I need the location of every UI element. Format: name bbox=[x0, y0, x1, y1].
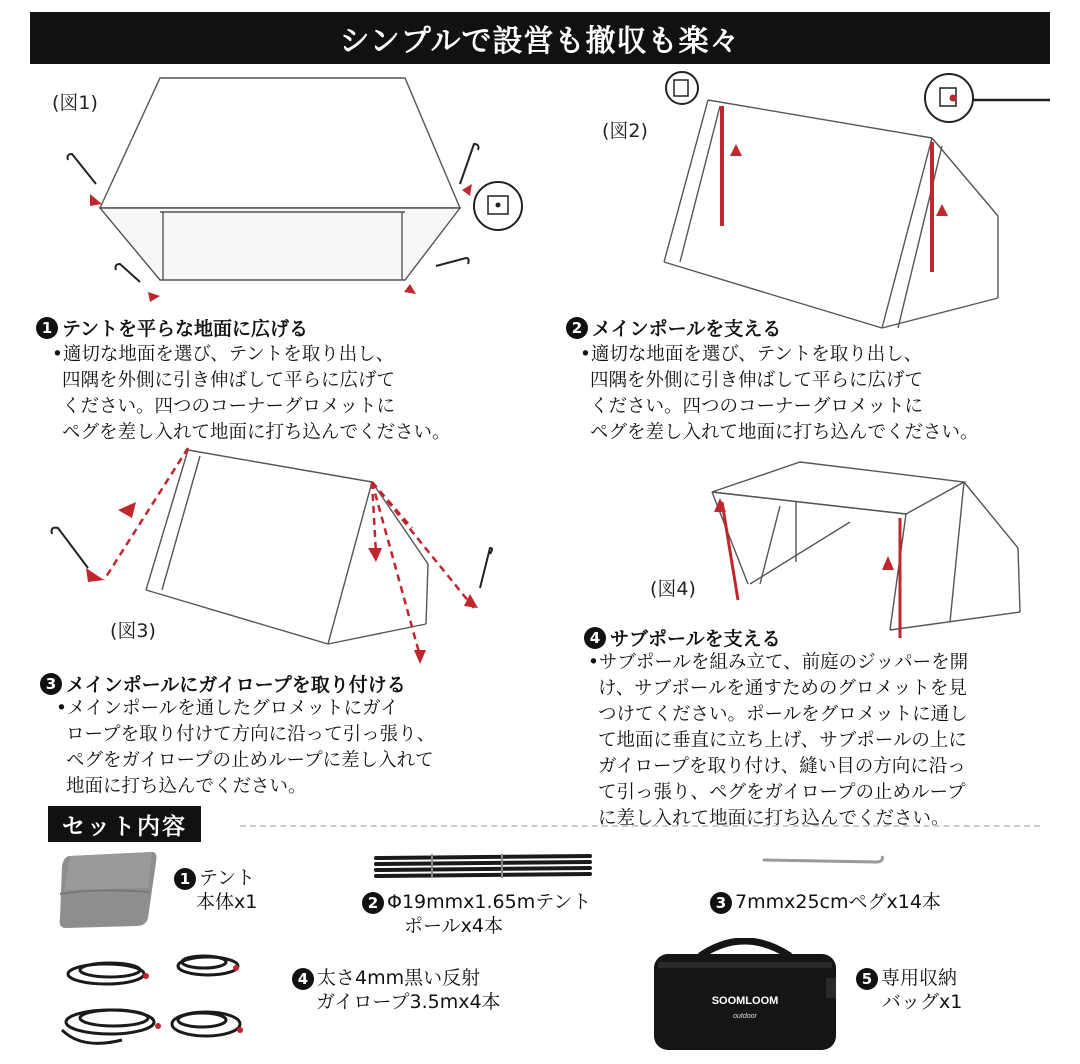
step-2-line: ペグを差し入れて地面に打ち込んでください。 bbox=[590, 422, 979, 443]
step-4-number: 4 bbox=[584, 627, 606, 649]
step-2-line: •適切な地面を選び、テントを取り出し、 bbox=[580, 344, 923, 365]
step-2-line: ください。四つのコーナーグロメットに bbox=[590, 396, 924, 417]
step-1-title-text: テントを平らな地面に広げる bbox=[62, 318, 309, 340]
set-item-2-line2: ポールx4本 bbox=[404, 915, 503, 937]
set-item-2-number: 2 bbox=[362, 892, 384, 914]
step-3-line: 地面に打ち込んでください。 bbox=[66, 776, 307, 797]
section-divider bbox=[240, 825, 1040, 827]
step-3-title bbox=[40, 670, 406, 697]
figure-2-main-pole-illustration bbox=[650, 66, 1055, 341]
step-3-line: ロープを取り付けて方向に沿って引っ張り、 bbox=[66, 724, 436, 745]
step-3-line: ペグをガイロープの止めループに差し入れて bbox=[66, 750, 434, 771]
set-item-4 bbox=[292, 966, 501, 1014]
step-4-title bbox=[584, 624, 781, 651]
tent-body-folded-image bbox=[56, 848, 160, 932]
step-1-body bbox=[52, 342, 451, 446]
step-2-number: 2 bbox=[566, 317, 588, 339]
step-4-body bbox=[588, 650, 968, 832]
step-1-line: ください。四つのコーナーグロメットに bbox=[62, 396, 396, 417]
step-4-line: に差し入れて地面に打ち込んでください。 bbox=[598, 808, 950, 829]
step-3-number: 3 bbox=[40, 673, 62, 695]
step-1-line: •適切な地面を選び、テントを取り出し、 bbox=[52, 344, 395, 365]
step-4-line: て地面に垂直に立ち上げ、サブポールの上に bbox=[598, 730, 967, 751]
storage-bag-image bbox=[648, 938, 842, 1056]
step-4-line: ガイロープを取り付け、縫い目の方向に沿っ bbox=[598, 756, 966, 777]
figure-4-label: (図4) bbox=[650, 578, 696, 600]
step-3-title-text: メインポールにガイロープを取り付ける bbox=[66, 674, 406, 696]
set-item-5-line2: バッグx1 bbox=[882, 991, 963, 1013]
set-item-4-line2: ガイロープ3.5mx4本 bbox=[316, 991, 501, 1013]
set-item-1 bbox=[174, 866, 257, 914]
step-4-line: •サブポールを組み立て、前庭のジッパーを開 bbox=[588, 652, 969, 673]
step-4-line: け、サブポールを通すためのグロメットを見 bbox=[598, 678, 967, 699]
set-item-5 bbox=[856, 966, 962, 1014]
set-item-5-line1: 専用収納 bbox=[881, 967, 958, 989]
step-3-line: •メインポールを通したグロメットにガイ bbox=[56, 698, 399, 719]
figure-3-label: (図3) bbox=[110, 620, 156, 642]
set-item-4-number: 4 bbox=[292, 968, 314, 990]
figure-2-label: (図2) bbox=[602, 120, 648, 142]
step-4-title-text: サブポールを支える bbox=[610, 628, 781, 650]
set-item-3-number: 3 bbox=[710, 892, 732, 914]
step-2-line: 四隅を外側に引き伸ばして平らに広げて bbox=[590, 370, 924, 391]
step-4-line: て引っ張り、ペグをガイロープの止めループ bbox=[598, 782, 966, 803]
figure-1-flat-tent-illustration bbox=[60, 70, 530, 310]
step-4-line: つけてください。ポールをグロメットに通し bbox=[598, 704, 968, 725]
step-1-number: 1 bbox=[36, 317, 58, 339]
poles-image bbox=[372, 852, 594, 880]
bag-sub-text: outdoor bbox=[733, 1013, 757, 1020]
page-banner-title: シンプルで設営も撤収も楽々 bbox=[30, 12, 1050, 64]
set-item-1-number: 1 bbox=[174, 868, 196, 890]
set-item-3-line1: 7mmx25cmペグx14本 bbox=[735, 891, 941, 913]
set-item-2-line1: Φ19mmx1.65mテント bbox=[387, 891, 592, 913]
set-item-2 bbox=[362, 890, 591, 938]
bag-brand-text: SOOMLOOM bbox=[711, 995, 779, 1007]
set-item-1-line1: テント bbox=[199, 867, 256, 889]
guy-ropes-image bbox=[58, 950, 248, 1050]
step-1-line: 四隅を外側に引き伸ばして平らに広げて bbox=[62, 370, 396, 391]
step-1-line: ペグを差し入れて地面に打ち込んでください。 bbox=[62, 422, 451, 443]
figure-1-label: (図1) bbox=[52, 92, 98, 114]
step-2-body bbox=[580, 342, 979, 446]
set-item-3 bbox=[710, 890, 941, 914]
step-2-title-text: メインポールを支える bbox=[592, 318, 782, 340]
set-item-4-line1: 太さ4mm黒い反射 bbox=[317, 967, 481, 989]
step-2-title bbox=[566, 314, 781, 341]
set-contents-title: セット内容 bbox=[48, 806, 201, 842]
set-item-1-line2: 本体x1 bbox=[196, 891, 258, 913]
step-3-body bbox=[56, 696, 435, 800]
set-item-5-number: 5 bbox=[856, 968, 878, 990]
peg-image bbox=[760, 854, 886, 868]
step-1-title bbox=[36, 314, 308, 341]
figure-4-sub-pole-illustration bbox=[700, 452, 1040, 642]
